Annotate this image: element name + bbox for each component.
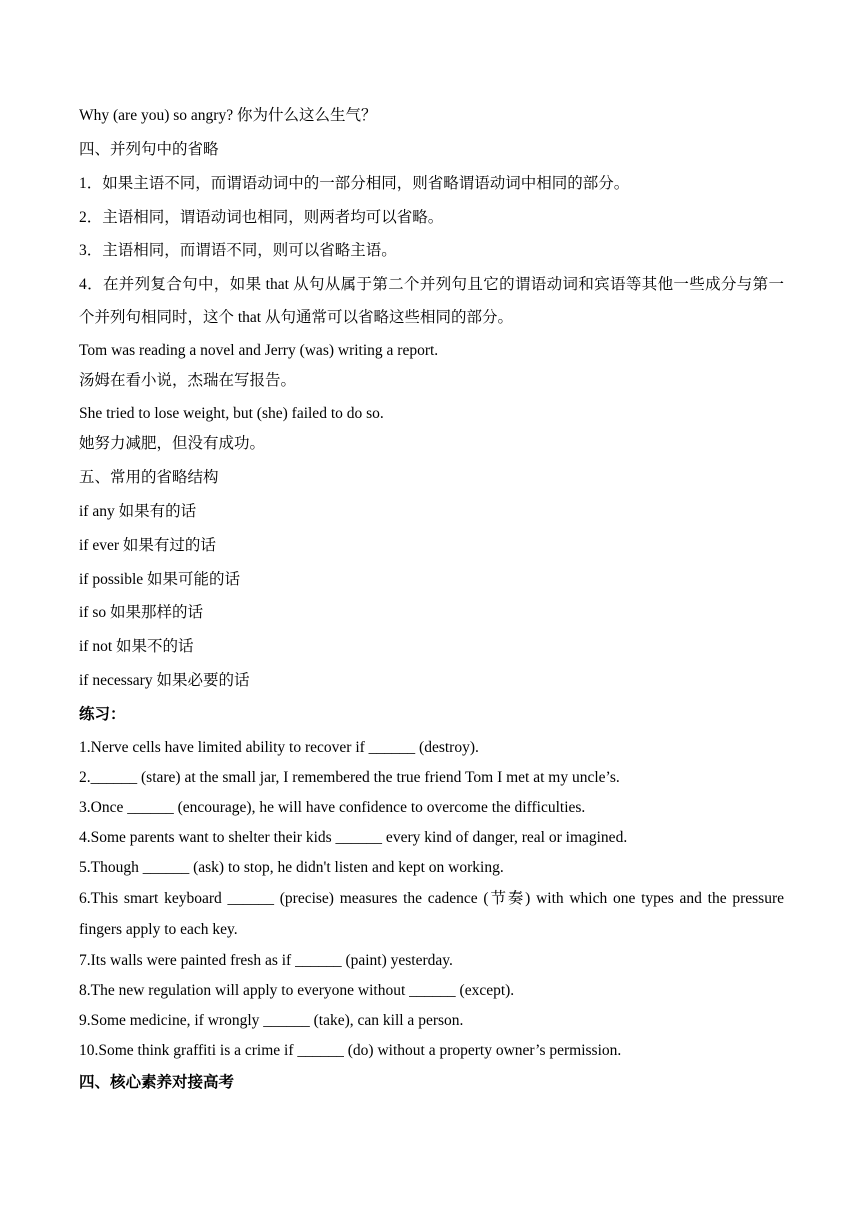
rule-3: 3．主语相同，而谓语不同，则可以省略主语。 <box>79 242 397 259</box>
example-line-why-angry: Why (are you) so angry? 你为什么这么生气？ <box>79 107 377 124</box>
exercise-heading: 练习： <box>79 706 126 723</box>
exercise-item-3: 3.Once ______ (encourage), he will have confidence to overcome the difficulties. <box>79 799 586 816</box>
exercise-item-10: 10.Some think graffiti is a crime if ______ (do) without a property owner’s permission. <box>79 1042 622 1059</box>
rule-4: 4．在并列复合句中，如果 that 从句从属于第二个并列句且它的谓语动词和宾语等其他一些成分与第一个并列句相同时，这个 that 从句通常可以省略这些相同的部分。 <box>79 276 784 326</box>
exercise-item-4: 4.Some parents want to shelter their kids ______ every kind of danger, real or imagined. <box>79 829 628 846</box>
rule-2: 2．主语相同，谓语动词也相同，则两者均可以省略。 <box>79 209 444 226</box>
exercise-item-1: 1.Nerve cells have limited ability to recover if ______ (destroy). <box>79 739 479 756</box>
structure-if-not: if not 如果不的话 <box>79 638 194 655</box>
exercise-item-2: 2.______ (stare) at the small jar, I remembered the true friend Tom I met at my uncle’s. <box>79 769 620 786</box>
exercise-item-9: 9.Some medicine, if wrongly ______ (take), can kill a person. <box>79 1012 464 1029</box>
example-she-english: She tried to lose weight, but (she) failed to do so. <box>79 405 384 422</box>
structure-if-ever: if ever 如果有过的话 <box>79 537 216 554</box>
section-heading-coordinate-ellipsis: 四、并列句中的省略 <box>79 141 219 158</box>
structure-if-necessary: if necessary 如果必要的话 <box>79 672 250 689</box>
exercise-item-6: 6.This smart keyboard ______ (precise) measures the cadence (节奏) with which one types and the pressure fingers apply to each key. <box>79 890 784 938</box>
exercise-item-5: 5.Though ______ (ask) to stop, he didn't listen and kept on working. <box>79 859 504 876</box>
structure-if-possible: if possible 如果可能的话 <box>79 571 241 588</box>
example-tom-chinese: 汤姆在看小说，杰瑞在写报告。 <box>79 372 297 389</box>
example-she-chinese: 她努力减肥，但没有成功。 <box>79 435 266 452</box>
example-tom-english: Tom was reading a novel and Jerry (was) writing a report. <box>79 342 439 359</box>
section-heading-common-structures: 五、常用的省略结构 <box>79 469 219 486</box>
exercise-item-8: 8.The new regulation will apply to everyone without ______ (except). <box>79 982 515 999</box>
section-heading-core-literacy: 四、核心素养对接高考 <box>79 1074 235 1091</box>
structure-if-any: if any 如果有的话 <box>79 503 197 520</box>
structure-if-so: if so 如果那样的话 <box>79 604 204 621</box>
rule-1: 1．如果主语不同，而谓语动词中的一部分相同，则省略谓语动词中相同的部分。 <box>79 175 630 192</box>
exercise-item-7: 7.Its walls were painted fresh as if ______ (paint) yesterday. <box>79 952 453 969</box>
